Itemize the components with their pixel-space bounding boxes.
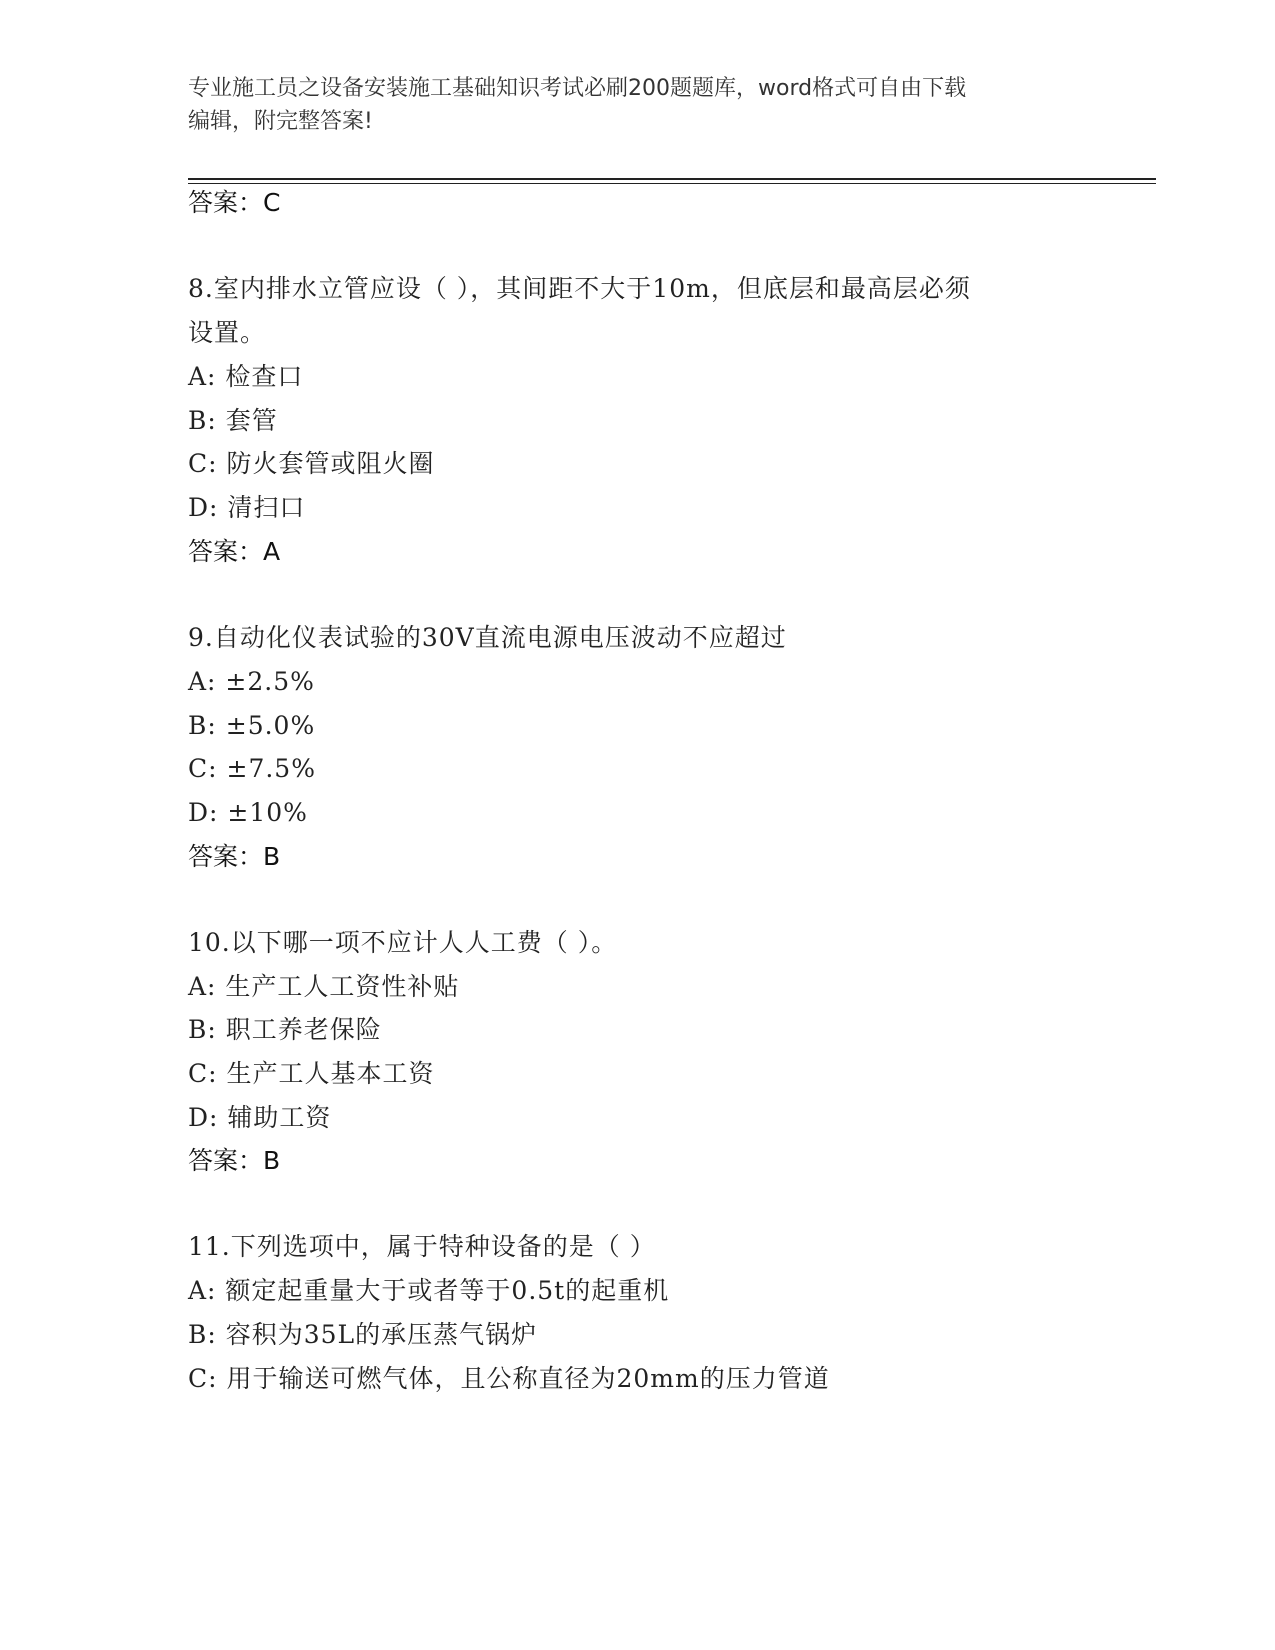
question-10-option-c: C: 生产工人基本工资	[188, 1059, 435, 1088]
question-8-option-c: C: 防火套管或阻火圈	[188, 449, 435, 478]
question-10-option-b: B: 职工养老保险	[188, 1015, 382, 1044]
question-9-answer: 答案：B	[188, 842, 281, 871]
header-rule-thick	[188, 178, 1156, 180]
question-11-option-a: A: 额定起重量大于或者等于0.5t的起重机	[188, 1276, 670, 1305]
question-10-text-line1: 10.以下哪一项不应计人人工费（ ）。	[188, 928, 618, 957]
question-9-option-c: C: ±7.5%	[188, 754, 316, 783]
question-10-option-d: D: 辅助工资	[188, 1103, 332, 1132]
question-9-option-b: B: ±5.0%	[188, 711, 316, 740]
question-8-option-b: B: 套管	[188, 406, 278, 435]
question-8-text-line2: 设置。	[188, 318, 267, 347]
page-header	[188, 72, 1068, 138]
header-title-line2: 编辑，附完整答案!	[188, 109, 373, 134]
question-11-text-line1: 11.下列选项中，属于特种设备的是（ ）	[188, 1232, 656, 1261]
question-11-option-c: C: 用于输送可燃气体，且公称直径为20mm的压力管道	[188, 1364, 830, 1393]
question-8-text-line1: 8.室内排水立管应设（ ），其间距不大于10m，但底层和最高层必须	[188, 274, 971, 303]
question-10-answer: 答案：B	[188, 1146, 281, 1175]
header-title-line1: 专业施工员之设备安装施工基础知识考试必刷200题题库，word格式可自由下载	[188, 76, 967, 101]
question-11-option-b: B: 容积为35L的承压蒸气锅炉	[188, 1320, 538, 1349]
header-rule-thin	[188, 183, 1156, 184]
question-9-text-line1: 9.自动化仪表试验的30V直流电源电压波动不应超过	[188, 623, 787, 652]
question-9-option-a: A: ±2.5%	[188, 667, 315, 696]
question-8-answer: 答案：A	[188, 537, 281, 566]
prev-answer: 答案：C	[188, 188, 281, 217]
question-8-option-a: A: 检查口	[188, 362, 304, 391]
question-9-option-d: D: ±10%	[188, 798, 308, 827]
question-10-option-a: A: 生产工人工资性补贴	[188, 972, 460, 1001]
question-8-option-d: D: 清扫口	[188, 493, 306, 522]
